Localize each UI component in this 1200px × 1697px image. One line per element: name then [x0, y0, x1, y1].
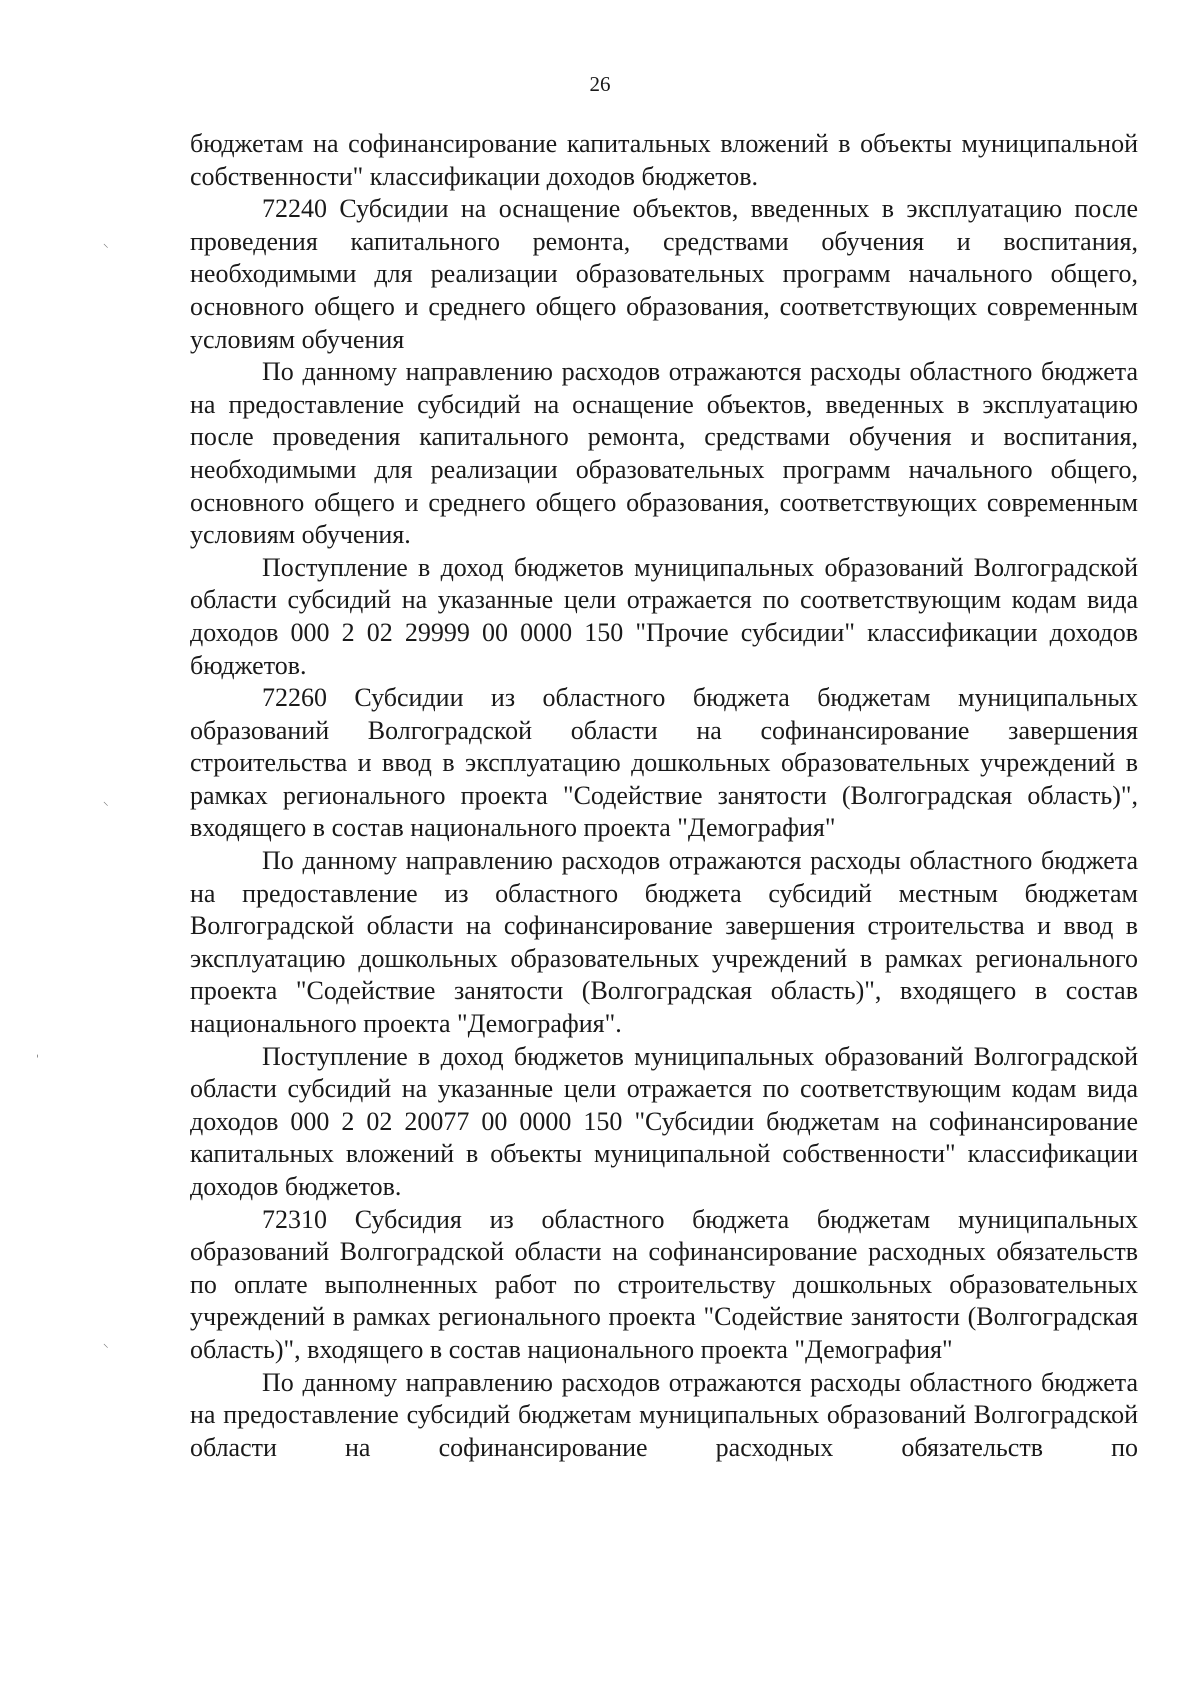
paragraph-continuation: бюджетам на софинансирование капитальных вложений в объекты муниципальной собственности" классификации доходов бюджетов. [190, 129, 1138, 191]
paragraph-72310-description: По данному направлению расходов отражаются расходы областного бюджета на предоставление субсидий бюджетам муниципальных образований Волгоградской области на софинансирование расходных обязательств по [190, 1367, 1138, 1462]
scan-mark-1: ⸜ [103, 237, 109, 250]
paragraph-72310-heading: 72310 Субсидия из областного бюджета бюджетам муниципальных образований Волгоградской области на софинансирование расходных обязательств по оплате выполненных работ по строительству дошкольных образовательных учреждений в рамках регионального проекта "Содействие занятости (Волгоградская область)", входящего в состав национального проекта "Демография" [190, 1204, 1138, 1364]
paragraph-72240-revenue: Поступление в доход бюджетов муниципальных образований Волгоградской области субсидий на указанные цели отражается по соответствующим кодам вида доходов 000 2 02 29999 00 0000 150 "Прочие субсидии" классификации доходов бюджетов. [190, 552, 1138, 680]
paragraph-72260-revenue: Поступление в доход бюджетов муниципальных образований Волгоградской области субсидий на указанные цели отражается по соответствующим кодам вида доходов 000 2 02 20077 00 0000 150 "Субсидии бюджетам на софинансирование капитальных вложений в объекты муниципальной собственности" классификации доходов бюджетов. [190, 1041, 1138, 1201]
scan-mark-4: ˌ [36, 1046, 40, 1059]
document-body [190, 128, 1138, 1464]
paragraph-72260-heading: 72260 Субсидии из областного бюджета бюджетам муниципальных образований Волгоградской области на софинансирование завершения строительства и ввод в эксплуатацию дошкольных образовательных учреждений в рамках регионального проекта "Содействие занятости (Волгоградская область)", входящего в состав национального проекта "Демография" [190, 683, 1138, 843]
scan-mark-2: ⸜ [103, 795, 109, 808]
paragraph-72240-heading: 72240 Субсидии на оснащение объектов, введенных в эксплуатацию после проведения капитального ремонта, средствами обучения и воспитания, необходимыми для реализации образовательных программ начального общего, основного общего и среднего общего образования, соответствующих современным условиям обучения [190, 194, 1138, 354]
scan-mark-3: ⸜ [103, 1337, 109, 1350]
page-number: 26 [589, 72, 611, 96]
paragraph-72260-description: По данному направлению расходов отражаются расходы областного бюджета на предоставление из областного бюджета субсидий местным бюджетам Волгоградской области на софинансирование завершения строительства и ввод в эксплуатацию дошкольных образовательных учреждений в рамках регионального проекта "Содействие занятости (Волгоградская область)", входящего в состав национального проекта "Демография". [190, 846, 1138, 1039]
paragraph-72240-description: По данному направлению расходов отражаются расходы областного бюджета на предоставление субсидий на оснащение объектов, введенных в эксплуатацию после проведения капитального ремонта, средствами обучения и воспитания, необходимыми для реализации образовательных программ начального общего, основного общего и среднего общего образования, соответствующих современным условиям обучения. [190, 357, 1138, 550]
